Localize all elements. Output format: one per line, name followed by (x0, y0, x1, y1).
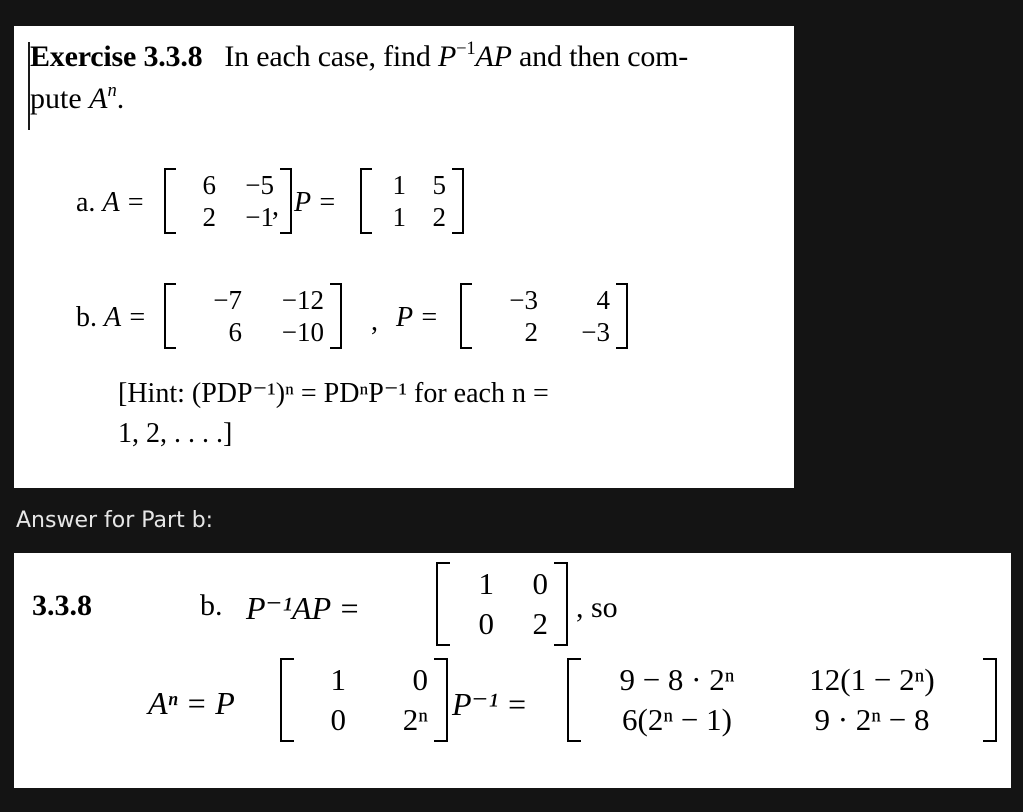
exercise-heading: Exercise 3.3.8 (30, 40, 203, 73)
answer-number: 3.3.8 (32, 589, 92, 622)
part-a-A-label: A = (102, 187, 145, 218)
matrix-cell: 9 − 8 · 2ⁿ (619, 662, 735, 697)
part-a-P-label: P = (294, 187, 337, 218)
answer-label: Answer for Part b: (16, 508, 214, 533)
matrix-cell: 9 · 2ⁿ − 8 (814, 702, 930, 737)
exercise-line2-text: pute (30, 82, 90, 115)
exercise-text-1: In each case, find (224, 40, 438, 73)
part-b-A-label: A = (104, 302, 147, 333)
matrix-cell: 0 (330, 702, 346, 737)
matrix-cell: 2ⁿ (402, 702, 428, 737)
matrix-cell: −7 (213, 284, 242, 315)
matrix-cell: 1 (478, 566, 494, 601)
hint-line-2: 1, 2, . . . .] (118, 418, 233, 449)
matrix-cell: −1 (245, 201, 274, 232)
part-b-P-matrix (460, 283, 628, 349)
answer-part-label: b. (200, 589, 223, 622)
exercise-math-ap: AP (475, 40, 512, 73)
matrix-cell: 1 (330, 662, 346, 697)
matrix-cell: −12 (281, 284, 324, 315)
part-a-comma: , (272, 191, 279, 222)
exercise-text-2: and then com- (511, 40, 689, 73)
matrix-cell: −10 (281, 316, 324, 347)
exercise-line2-math: A (89, 82, 108, 115)
part-a-P-matrix (360, 168, 464, 234)
exercise-sup: −1 (456, 37, 476, 59)
An-lhs: Aⁿ = P (148, 685, 235, 721)
part-a-letter: a. (76, 187, 96, 218)
matrix-cell: 2 (202, 201, 216, 232)
matrix-cell: 1 (392, 201, 406, 232)
part-b-letter: b. (76, 302, 97, 333)
final-matrix (567, 658, 997, 742)
exercise-panel (14, 26, 794, 488)
part-b-P-label: P = (396, 302, 439, 333)
matrix-cell: 2 (432, 201, 446, 232)
matrix-cell: 12(1 − 2ⁿ) (809, 662, 935, 697)
matrix-cell: −5 (245, 169, 274, 200)
Dn-matrix (280, 658, 448, 742)
matrix-cell: 0 (532, 566, 548, 601)
matrix-cell: −3 (581, 316, 610, 347)
part-b-label (76, 302, 147, 334)
hint-line-1: [Hint: (PDP⁻¹)ⁿ = PDⁿP⁻¹ for each n = (118, 378, 549, 409)
matrix-cell: 2 (524, 316, 538, 347)
exercise-math-p: P (437, 40, 457, 73)
matrix-cell: 1 (392, 169, 406, 200)
exercise-line2-end: . (116, 82, 125, 115)
answer-lhs: P⁻¹AP = (246, 590, 361, 626)
matrix-cell: 5 (432, 169, 446, 200)
matrix-cell: 0 (478, 606, 494, 641)
matrix-cell: 2 (532, 606, 548, 641)
so-text: , so (576, 591, 618, 624)
exercise-title-line-2 (30, 79, 125, 116)
matrix-cell: 6 (228, 316, 242, 347)
matrix-cell: 6(2ⁿ − 1) (622, 702, 732, 737)
part-b-A-matrix (164, 283, 342, 349)
part-a-label (76, 187, 145, 219)
matrix-cell: 6 (202, 169, 216, 200)
P-inverse-eq: P⁻¹ = (452, 686, 528, 722)
matrix-cell: 4 (596, 284, 610, 315)
answer-panel (14, 553, 1011, 788)
part-b-comma: , (371, 306, 378, 337)
result-matrix (436, 562, 568, 646)
matrix-cell: −3 (509, 284, 538, 315)
matrix-cell: 0 (412, 662, 428, 697)
exercise-line2-sup: n (107, 79, 117, 101)
exercise-title-line (30, 37, 689, 74)
